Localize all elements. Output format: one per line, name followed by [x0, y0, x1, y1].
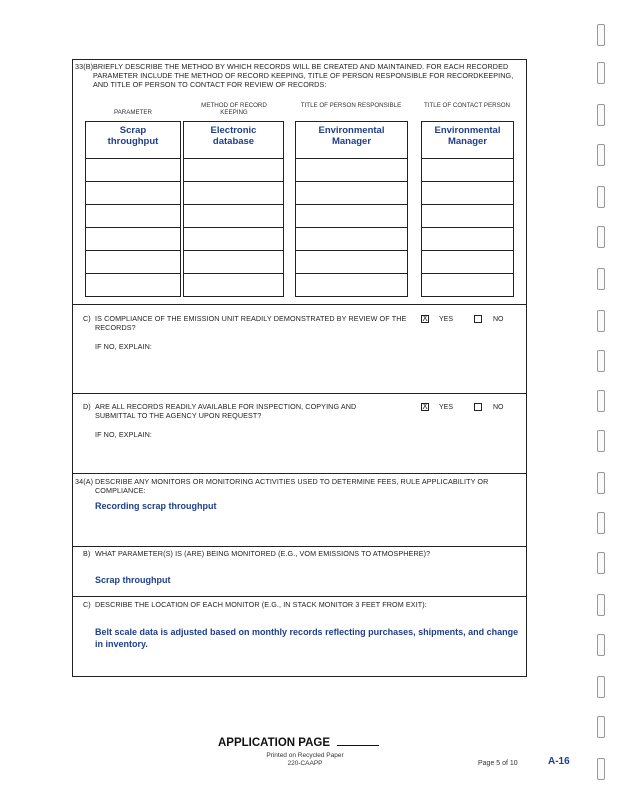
col-header-method: METHOD OF RECORD KEEPING — [201, 102, 267, 116]
q34a-text: DESCRIBE ANY MONITORS OR MONITORING ACTIVITIES USED TO DETERMINE FEES, RULE APPLICABILITY OR COMPLIANCE: — [95, 477, 489, 495]
col-header-contact: TITLE OF CONTACT PERSON — [423, 102, 511, 109]
parameter-column — [85, 121, 181, 297]
q33c-text: IS COMPLIANCE OF THE EMISSION UNIT READILY DEMONSTRATED BY REVIEW OF THE RECORDS? — [95, 314, 407, 332]
q33b-number: 33(B) — [75, 62, 94, 71]
q33d-yes-checkbox[interactable]: X — [422, 402, 428, 411]
responsible-column — [295, 121, 408, 297]
q34b-answer[interactable]: Scrap throughput — [95, 575, 171, 585]
divider — [73, 546, 526, 547]
contact-value[interactable]: Environmental Manager — [434, 125, 501, 147]
q33c-yes-label: YES — [439, 316, 454, 323]
parameter-value[interactable]: Scrap throughput — [107, 125, 159, 147]
q34c-text: DESCRIBE THE LOCATION OF EACH MONITOR (E.G., IN STACK MONITOR 3 FEET FROM EXIT): — [95, 600, 427, 609]
q33c-letter: C) — [83, 314, 91, 323]
col-header-parameter: PARAMETER — [113, 109, 153, 116]
printed-on-recycled: Printed on Recycled Paper — [266, 752, 344, 759]
col-header-responsible: TITLE OF PERSON RESPONSIBLE — [300, 102, 402, 109]
method-value[interactable]: Electronic database — [210, 125, 257, 147]
q33d-no-checkbox[interactable] — [474, 403, 482, 411]
q34a-answer[interactable]: Recording scrap throughput — [95, 501, 217, 511]
q33b-text: BRIEFLY DESCRIBE THE METHOD BY WHICH RECORDS WILL BE CREATED AND MAINTAINED. FOR EACH RECORDED PARAMETER INCLUDE THE METHOD OF RECORD KEEPING, TITLE OF PERSON RESPONSIBLE FOR RECORDKEEPING, AND TITLE OF PERSON TO CONTACT FOR REVIEW OF RECORDS: — [93, 62, 514, 89]
divider — [73, 596, 526, 597]
q33c-explain-label: IF NO, EXPLAIN: — [95, 342, 153, 351]
page-number: Page 5 of 10 — [478, 760, 518, 767]
application-page-blank — [337, 745, 379, 746]
page-reference: A-16 — [548, 756, 570, 767]
q33c-no-label: NO — [493, 316, 504, 323]
application-form — [72, 59, 527, 677]
q34b-text: WHAT PARAMETER(S) IS (ARE) BEING MONITORED (E.G., VOM EMISSIONS TO ATMOSPHERE)? — [95, 549, 431, 558]
form-id: 220-CAAPP — [287, 760, 323, 767]
divider — [73, 473, 526, 474]
divider — [73, 304, 526, 305]
responsible-value[interactable]: Environmental Manager — [318, 125, 385, 147]
q34c-answer[interactable]: Belt scale data is adjusted based on monthly records reflecting purchases, shipments, and change in inventory. — [95, 627, 519, 649]
divider — [73, 393, 526, 394]
contact-column — [421, 121, 514, 297]
method-column — [183, 121, 284, 297]
application-page-label — [218, 737, 379, 749]
q34c-letter: C) — [83, 600, 91, 609]
q33d-letter: D) — [83, 402, 91, 411]
q33c-no-checkbox[interactable] — [474, 315, 482, 323]
q34b-letter: B) — [83, 549, 91, 558]
q33c-yes-checkbox[interactable]: X — [422, 314, 428, 323]
q34a-number: 34(A) — [75, 477, 94, 486]
q33d-no-label: NO — [493, 404, 504, 411]
q33d-explain-label: IF NO, EXPLAIN: — [95, 430, 153, 439]
q33d-text: ARE ALL RECORDS READILY AVAILABLE FOR INSPECTION, COPYING AND SUBMITTAL TO THE AGENCY UPON REQUEST? — [95, 402, 357, 420]
q33d-yes-label: YES — [439, 404, 454, 411]
application-page-text: APPLICATION PAGE — [218, 737, 331, 749]
